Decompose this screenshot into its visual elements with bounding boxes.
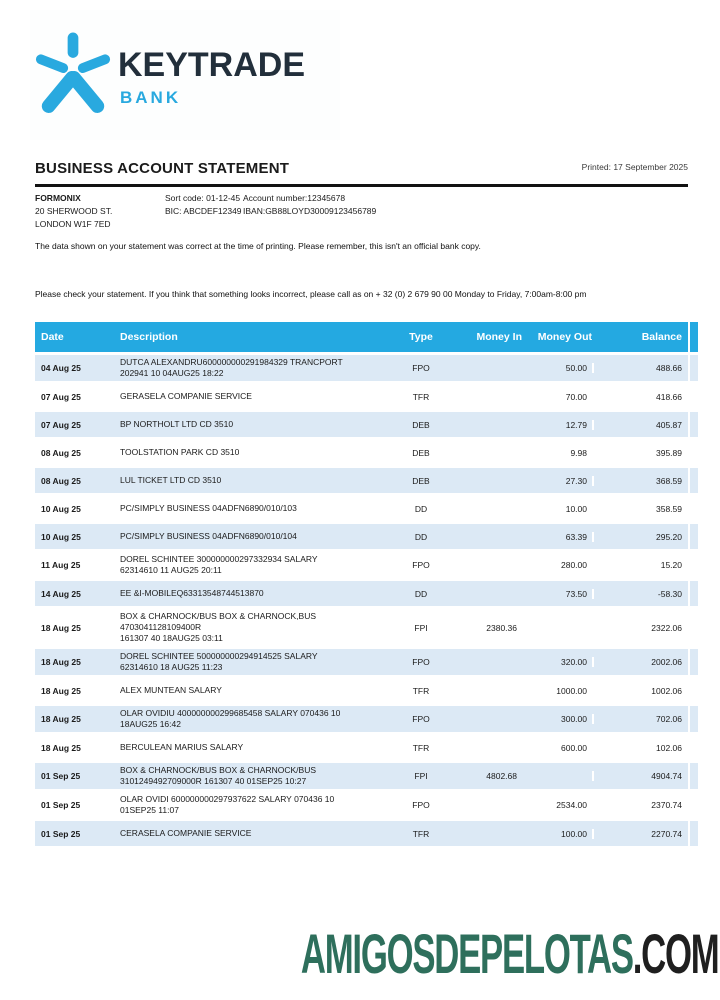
table-row [35, 355, 698, 381]
table-row [35, 581, 698, 606]
cell-balance: 368.59 [592, 476, 688, 486]
table-row [35, 821, 698, 846]
statement-disclaimer: The data shown on your statement was correct at the time of printing. Please remember, this isn't an official bank copy. [35, 241, 481, 251]
table-row [35, 763, 698, 789]
row-edge-strip [690, 792, 698, 818]
cell-date: 08 Aug 25 [41, 475, 81, 486]
cell-balance: 2370.74 [592, 800, 688, 810]
account-number: Account number:12345678 [243, 193, 346, 203]
footer-site-name: AMIGOSDEPELOTAS [300, 922, 633, 985]
table-row [35, 609, 698, 646]
row-edge-strip [690, 649, 698, 675]
statement-table-body [35, 355, 698, 846]
brand-subtitle: BANK [120, 88, 182, 107]
cell-description: DOREL SCHINTEE 500000000294914525 SALARY 62314610 18 AUG25 11:23 [120, 651, 318, 672]
cell-type: DD [414, 503, 428, 514]
cell-description: OLAR OVIDI 600000000297937622 SALARY 070436 10 01SEP25 11:07 [120, 794, 335, 815]
cell-date: 18 Aug 25 [41, 685, 81, 696]
table-row [35, 384, 698, 409]
cell-date: 10 Aug 25 [41, 503, 81, 514]
cell-money-out: 50.00 [565, 363, 587, 373]
row-edge-strip [690, 440, 698, 465]
bank-logo [30, 10, 340, 140]
cell-balance: 4904.74 [592, 771, 688, 781]
cell-balance: 1002.06 [592, 686, 688, 696]
table-row [35, 649, 698, 675]
bic-code: BIC: ABCDEF12349 [165, 206, 242, 216]
cell-description: GERASELA COMPANIE SERVICE [120, 391, 252, 401]
cell-description: DUTCA ALEXANDRU600000000291984329 TRANCPORT 202941 10 04AUG25 18:22 [120, 357, 343, 378]
printed-date: Printed: 17 September 2025 [581, 162, 688, 172]
account-holder-name: FORMONIX [35, 193, 81, 203]
cell-type: FPI [414, 622, 428, 633]
cell-date: 01 Sep 25 [41, 828, 81, 839]
account-numbers-block [243, 192, 376, 218]
column-header-type: Type [409, 331, 433, 343]
cell-type: DD [414, 588, 428, 599]
cell-type: DEB [412, 475, 430, 486]
cell-description: PC/SIMPLY BUSINESS 04ADFN6890/010/103 [120, 503, 297, 513]
cell-date: 18 Aug 25 [41, 622, 81, 633]
cell-date: 18 Aug 25 [41, 657, 81, 667]
table-row [35, 524, 698, 549]
cell-type: FPO [412, 800, 430, 810]
cell-date: 11 Aug 25 [41, 560, 81, 570]
iban-number: IBAN:GB88LOYD30009123456789 [243, 206, 377, 216]
cell-description: EE &I-MOBILEQ63313548744513870 [120, 588, 264, 598]
row-edge-strip [690, 821, 698, 846]
table-header-row [35, 322, 698, 352]
table-row [35, 735, 698, 760]
table-row [35, 552, 698, 578]
row-edge-strip [690, 581, 698, 606]
table-row [35, 706, 698, 732]
table-row [35, 468, 698, 493]
row-edge-strip [690, 496, 698, 521]
cell-money-out: 600.00 [561, 742, 587, 753]
column-header-description: Description [120, 331, 178, 343]
cell-type: TFR [412, 828, 430, 839]
row-edge-strip [690, 609, 698, 646]
statement-contact-note: Please check your statement. If you think that something looks incorrect, please call as on + 32 (0) 2 679 90 00 Monday to Friday, 7:00am-8:00 pm [35, 289, 587, 299]
header-edge-strip [690, 322, 698, 352]
cell-balance: 2270.74 [592, 829, 688, 839]
cell-balance: 488.66 [592, 363, 688, 373]
cell-balance: -58.30 [592, 589, 688, 599]
cell-money-in: 4802.68 [486, 771, 517, 781]
cell-money-out: 100.00 [561, 828, 587, 839]
cell-date: 08 Aug 25 [41, 447, 81, 458]
cell-balance: 358.59 [592, 504, 688, 514]
cell-description: BERCULEAN MARIUS SALARY [120, 742, 244, 752]
cell-money-out: 300.00 [561, 714, 587, 724]
cell-date: 07 Aug 25 [41, 419, 81, 430]
row-edge-strip [690, 678, 698, 703]
cell-description: CERASELA COMPANIE SERVICE [120, 828, 252, 838]
cell-date: 10 Aug 25 [41, 531, 81, 542]
cell-date: 18 Aug 25 [41, 714, 81, 724]
column-header-balance: Balance [641, 331, 682, 343]
cell-date: 01 Sep 25 [41, 800, 81, 810]
cell-money-out: 10.00 [565, 503, 587, 514]
cell-type: TFR [412, 685, 430, 696]
cell-date: 04 Aug 25 [41, 363, 81, 373]
cell-description: PC/SIMPLY BUSINESS 04ADFN6890/010/104 [120, 531, 297, 541]
row-edge-strip [690, 412, 698, 437]
table-row [35, 412, 698, 437]
cell-type: TFR [412, 391, 430, 402]
cell-money-out: 9.98 [570, 447, 587, 458]
cell-money-out: 63.39 [565, 531, 587, 542]
brand-name: KEYTRADE [118, 46, 306, 84]
cell-description: DOREL SCHINTEE 300000000297332934 SALARY 62314610 11 AUG25 20:11 [120, 554, 318, 575]
table-row [35, 496, 698, 521]
cell-money-out: 2534.00 [556, 800, 587, 810]
account-details [35, 192, 688, 238]
keytrade-star-icon [34, 30, 112, 114]
cell-date: 01 Sep 25 [41, 771, 81, 781]
cell-money-out: 70.00 [565, 391, 587, 402]
cell-balance: 102.06 [592, 743, 688, 753]
cell-balance: 405.87 [592, 420, 688, 430]
cell-date: 14 Aug 25 [41, 588, 81, 599]
cell-description: BP NORTHOLT LTD CD 3510 [120, 419, 234, 429]
cell-type: DEB [412, 447, 430, 458]
cell-money-out: 73.50 [565, 588, 587, 599]
row-edge-strip [690, 355, 698, 381]
row-edge-strip [690, 468, 698, 493]
account-address-line1: 20 SHERWOOD ST. [35, 206, 113, 216]
cell-balance: 395.89 [592, 448, 688, 458]
row-edge-strip [690, 384, 698, 409]
cell-description: OLAR OVIDIU 400000000299685458 SALARY 070436 10 18AUG25 16:42 [120, 708, 341, 729]
table-row [35, 792, 698, 818]
cell-money-out: 27.30 [565, 475, 587, 486]
cell-date: 07 Aug 25 [41, 391, 81, 402]
cell-balance: 15.20 [592, 560, 688, 570]
page-title: BUSINESS ACCOUNT STATEMENT [35, 160, 290, 177]
cell-date: 18 Aug 25 [41, 742, 81, 753]
cell-balance: 702.06 [592, 714, 688, 724]
cell-description: BOX & CHARNOCK/BUS BOX & CHARNOCK/BUS 3101249492709000R 161307 40 01SEP25 10:27 [120, 765, 317, 786]
cell-money-in: 2380.36 [486, 622, 517, 633]
cell-description: ALEX MUNTEAN SALARY [120, 685, 222, 695]
cell-money-out: 320.00 [561, 657, 587, 667]
account-codes-block [165, 192, 242, 218]
sort-code: Sort code: 01-12-45 [165, 193, 241, 203]
table-row [35, 678, 698, 703]
cell-description: LUL TICKET LTD CD 3510 [120, 475, 222, 485]
cell-balance: 2322.06 [592, 623, 688, 633]
row-edge-strip [690, 763, 698, 789]
cell-type: FPO [412, 714, 430, 724]
table-row [35, 440, 698, 465]
column-header-money-out: Money Out [537, 331, 592, 343]
row-edge-strip [690, 735, 698, 760]
column-header-date: Date [41, 331, 64, 343]
account-address-line2: LONDON W1F 7ED [35, 219, 111, 229]
cell-type: TFR [412, 742, 430, 753]
cell-money-out: 1000.00 [556, 685, 587, 696]
statement-table [35, 322, 698, 849]
cell-description: BOX & CHARNOCK/BUS BOX & CHARNOCK,BUS 4703041128109400R 161307 40 18AUG25 03:11 [120, 611, 317, 643]
cell-type: FPI [414, 771, 428, 781]
cell-type: DEB [412, 419, 430, 430]
cell-description: TOOLSTATION PARK CD 3510 [120, 447, 240, 457]
footer-site-logo [300, 921, 718, 986]
column-header-money-in: Money In [476, 331, 522, 343]
cell-money-out: 280.00 [561, 560, 587, 570]
row-edge-strip [690, 706, 698, 732]
cell-type: DD [414, 531, 428, 542]
cell-balance: 2002.06 [592, 657, 688, 667]
cell-money-out: 12.79 [565, 419, 587, 430]
cell-type: FPO [412, 657, 430, 667]
row-edge-strip [690, 524, 698, 549]
row-edge-strip [690, 552, 698, 578]
cell-balance: 418.66 [592, 392, 688, 402]
title-row [35, 160, 688, 187]
cell-type: FPO [412, 363, 430, 373]
footer-site-tld: .COM [632, 922, 718, 985]
cell-balance: 295.20 [592, 532, 688, 542]
cell-type: FPO [412, 560, 430, 570]
